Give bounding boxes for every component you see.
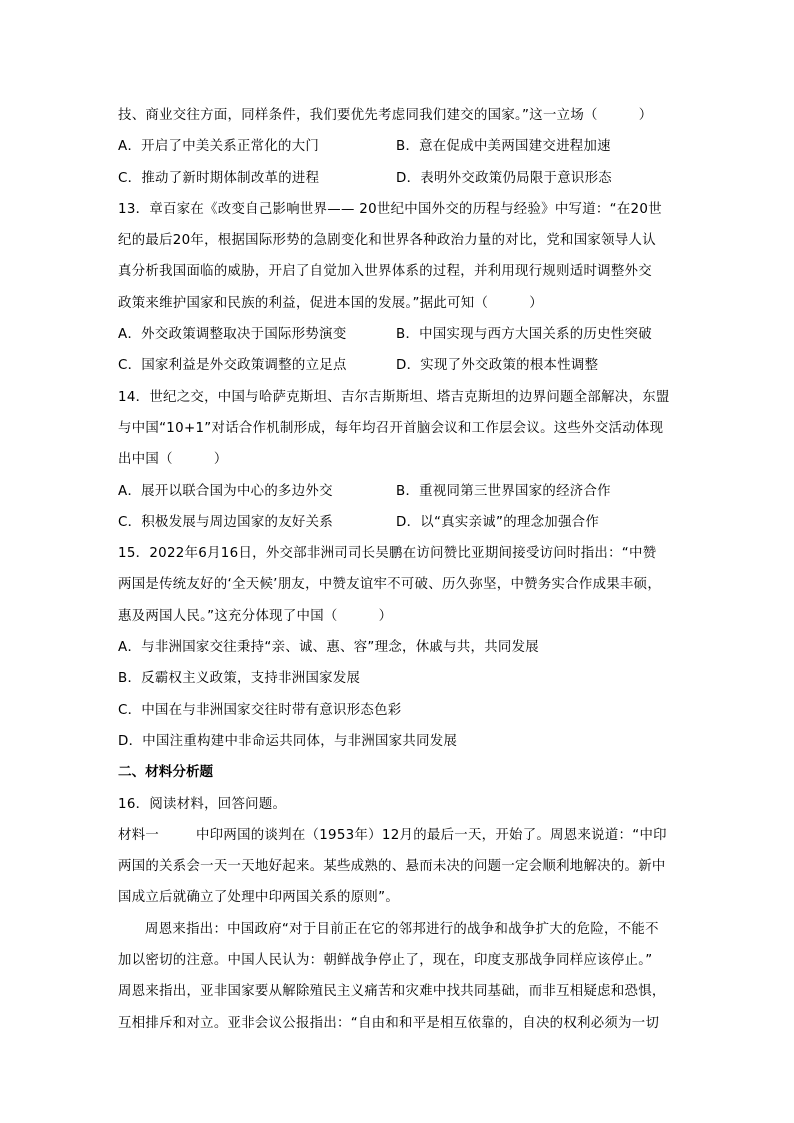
q13-option-a[interactable]: A．外交政策调整取决于国际形势演变: [118, 327, 347, 343]
q12-stem-line: 技、商业交往方面，同样条件，我们要优先考虑同我们建交的国家。”这一立场（ ）: [118, 108, 653, 123]
exam-page: [118, 100, 678, 1039]
q15-option-c[interactable]: C．中国在与非洲国家交往时带有意识形态色彩: [118, 702, 402, 718]
q16-intro: 16．阅读材料，回答问题。: [118, 796, 287, 812]
section-title: 二、材料分析题: [118, 764, 214, 781]
material-1-text: 中印两国的谈判在（1953年）12月的最后一天，开始了。周恩来说道：“中印: [196, 827, 667, 843]
q16-paragraph-2-line-4: 互相排斥和对立。亚非会议公报指出：“自由和和平是相互依靠的，自决的权利必须为一切: [118, 1015, 660, 1031]
q12-option-b[interactable]: B．意在促成中美两国建交进程加速: [396, 139, 611, 155]
q14-options-row-2: [118, 507, 678, 538]
q13-stem-line-1: 13．章百家在《改变自己影响世界—— 20世纪中国外交的历程与经验》中写道：“在20世: [118, 201, 662, 217]
q15-option-a[interactable]: A．与非洲国家交往秉持“亲、诚、惠、容”理念，休戚与共，共同发展: [118, 640, 539, 656]
q16-paragraph-2-line-1: 周恩来指出：中国政府“对于目前正在它的邻邦进行的战争和战争扩大的危险，不能不: [145, 921, 659, 937]
q14-option-d[interactable]: D．以“真实亲诚”的理念加强合作: [396, 514, 600, 530]
q15-stem-line-3: 惠及两国人民。”这充分体现了中国（ ）: [118, 608, 393, 624]
q14-options-row-1: [118, 476, 678, 507]
q16-material-1-line-3: 国成立后就确立了处理中印两国关系的原则”。: [118, 890, 400, 906]
q13-options-row-2: [118, 350, 678, 381]
material-label: 材料一: [118, 827, 160, 843]
q12-option-c[interactable]: C．推动了新时期体制改革的进程: [118, 170, 320, 186]
q13-stem-line-3: 真分析我国面临的威胁，开启了自觉加入世界体系的过程，并利用现行规则适时调整外交: [118, 264, 652, 280]
q15-option-d[interactable]: D．中国注重构建中非命运共同体，与非洲国家共同发展: [118, 733, 458, 749]
q12-options-row-1: [118, 131, 678, 162]
q14-stem-line-2: 与中国“10+1”对话合作机制形成，每年均召开首脑会议和工作层会议。这些外交活动体现: [118, 420, 664, 436]
q13-option-d[interactable]: D．实现了外交政策的根本性调整: [396, 358, 599, 374]
q16-material-1-line-1: [118, 820, 678, 851]
q15-stem-line-1: 15．2022年6月16日，外交部非洲司司长吴鹏在访问赞比亚期间接受访问时指出：“中赞: [118, 546, 657, 562]
q13-options-row-1: [118, 319, 678, 350]
q15-option-b[interactable]: B．反霸权主义政策，支持非洲国家发展: [118, 671, 361, 687]
q14-option-b[interactable]: B．重视同第三世界国家的经济合作: [396, 483, 611, 499]
q14-stem-line-3: 出中国（ ）: [118, 452, 228, 468]
q13-option-c[interactable]: C．国家利益是外交政策调整的立足点: [118, 358, 347, 374]
q16-paragraph-2-line-2: 加以密切的注意。中国人民认为：朝鲜战争停止了，现在，印度支那战争同样应该停止。”: [118, 953, 653, 969]
q16-paragraph-2-line-3: 周恩来指出，亚非国家要从解除殖民主义痛苦和灾难中找共同基础，而非互相疑虑和恐惧，: [118, 984, 666, 1000]
q13-stem-line-2: 纪的最后20年，根据国际形势的急剧变化和世界各种政治力量的对比，党和国家领导人认: [118, 233, 656, 249]
q15-stem-line-2: 两国是传统友好的‘全天候’朋友，中赞友谊牢不可破、历久弥坚，中赞务实合作成果丰硕，: [118, 577, 662, 593]
q13-option-b[interactable]: B．中国实现与西方大国关系的历史性突破: [396, 327, 652, 343]
q12-options-row-2: [118, 163, 678, 194]
q12-option-a[interactable]: A．开启了中美关系正常化的大门: [118, 139, 320, 155]
q14-option-a[interactable]: A．展开以联合国为中心的多边外交: [118, 483, 333, 499]
q12-option-d[interactable]: D．表明外交政策仍局限于意识形态: [396, 170, 612, 186]
q14-stem-line-1: 14．世纪之交，中国与哈萨克斯坦、吉尔吉斯斯坦、塔吉克斯坦的边界问题全部解决，东盟: [118, 389, 670, 405]
q16-material-1-line-2: 两国的关系会一天一天地好起来。某些成熟的、悬而未决的问题一定会顺利地解决的。新中: [118, 859, 666, 875]
q13-stem-line-4: 政策来维护国家和民族的利益，促进本国的发展。”据此可知（ ）: [118, 295, 543, 311]
q14-option-c[interactable]: C．积极发展与周边国家的友好关系: [118, 514, 334, 530]
